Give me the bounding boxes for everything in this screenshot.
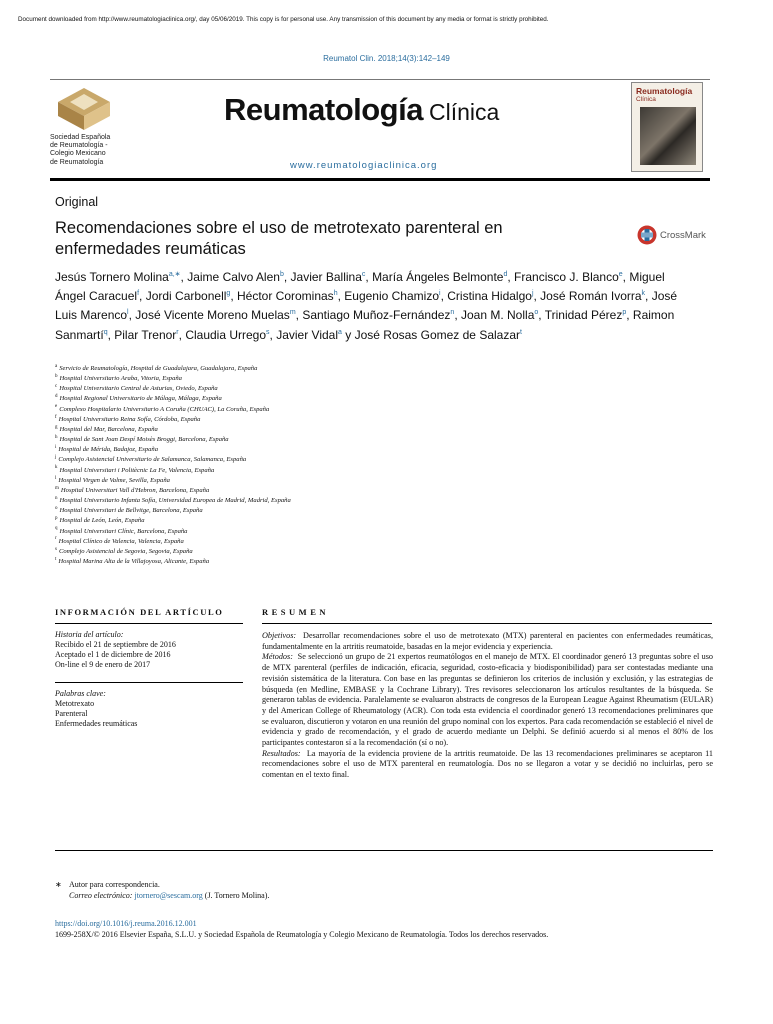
author[interactable]: [135, 308, 295, 322]
metodos-text: Se seleccionó un grupo de 21 expertos reumatólogos en el manejo de MTX. El coordinador generó 13 preguntas sobre el uso de MTX parenteral (perfiles de indicación, eficacia, seguridad, costo-eficacia y biodisponibilidad) para ser contestadas mediante una revisión sistemática de la literatura. Con base en las preguntas se definieron los criterios de inclusión y exclusión, y las estrategias de búsqueda (en Medline, EMBASE y la Cochrane Library). Tres revisores seleccionaron los artículos resultantes de la búsqueda. Se generaron tablas de evidencia. Paralelamente se evaluaron abstracts de congresos de la European League Against Rheumatism (EULAR) y del American College of Rheumatology (ACR). Con toda esta evidencia el coordinador generó 13 recomendaciones preliminares que se evaluaron, discutieron y votaron en una reunión del grupo nominal con los expertos. Para cada recomendación se estableció el nivel de evidencia y grado de recomendación, y el grado de acuerdo mediante un Delphi. Se definió acuerdo si al menos el 80% de los participantes contestaron sí a la recomendación (sí o no).: [262, 652, 713, 748]
affiliation-key: q: [55, 526, 58, 532]
info-divider: [55, 682, 243, 683]
author[interactable]: [355, 328, 522, 342]
journal-cover-image: [631, 82, 703, 172]
author-affiliation-mark[interactable]: q: [103, 328, 108, 336]
author-affiliation-mark[interactable]: c: [361, 271, 366, 278]
affiliation-item: [55, 486, 655, 496]
author-affiliation-mark[interactable]: s: [266, 328, 270, 336]
author[interactable]: [185, 328, 269, 342]
affiliation-key: f: [55, 414, 57, 420]
affiliation-text: Complejo Asistencial de Segovia, Segovia, España: [58, 547, 193, 555]
journal-citation[interactable]: Reumatol Clin. 2018;14(3):142–149: [323, 54, 450, 63]
author[interactable]: [545, 308, 627, 322]
affiliation-text: Hospital Universitario Araba, Vitoria, España: [59, 375, 182, 383]
author[interactable]: [514, 270, 623, 284]
society-logo-icon: [58, 88, 110, 130]
download-notice: Document downloaded from http://www.reumatologiaclinica.org/, day 05/06/2019. This copy is for personal use. Any transmission of this document by any media or format is strictly prohibited.: [18, 16, 549, 23]
accepted-date: Aceptado el 1 de diciembre de 2016: [55, 650, 171, 660]
journal-title: [224, 92, 499, 128]
author[interactable]: [302, 308, 454, 322]
author-affiliation-mark[interactable]: p: [622, 309, 627, 317]
society-line: Sociedad Española: [50, 134, 111, 141]
author-name: Claudia Urrego: [185, 327, 267, 342]
affiliation-item: [55, 445, 655, 455]
author[interactable]: [187, 270, 284, 284]
received-date: Recibido el 21 de septiembre de 2016: [55, 640, 176, 650]
affiliation-item: [55, 425, 655, 435]
affiliation-item: [55, 527, 655, 537]
affiliation-list: [55, 364, 655, 567]
author-name: Pilar Trenor: [114, 327, 177, 342]
affiliation-item: [55, 476, 655, 486]
abstract-body: [262, 631, 713, 781]
affiliation-item: [55, 435, 655, 445]
author-affiliation-mark[interactable]: b: [279, 271, 284, 278]
online-date: On-line el 9 de enero de 2017: [55, 660, 151, 670]
author[interactable]: [372, 270, 507, 284]
author-name: José Rosas Gomez de Salazar: [354, 327, 521, 342]
footnote-marker: ∗: [55, 880, 62, 889]
cover-artwork: [640, 107, 696, 165]
author[interactable]: [237, 289, 338, 303]
author-affiliation-mark[interactable]: a: [338, 328, 342, 336]
affiliation-text: Hospital Universitario Reina Sofía, Córdoba, España: [58, 415, 201, 423]
affiliation-key: g: [55, 424, 58, 430]
affiliation-text: Hospital Virgen de Valme, Sevilla, España: [58, 476, 170, 484]
affiliation-item: [55, 415, 655, 425]
abstract-resultados: [262, 749, 713, 781]
crossmark-label: CrossMark: [660, 229, 706, 241]
email-label: Correo electrónico:: [69, 890, 133, 900]
info-heading-rule: [55, 623, 243, 624]
author-affiliation-mark[interactable]: t: [520, 328, 522, 336]
affiliation-item: [55, 374, 655, 384]
affiliation-key: k: [55, 465, 58, 471]
author-name: José Vicente Moreno Muelas: [135, 308, 290, 323]
cover-subtitle: Clínica: [636, 96, 656, 103]
affiliation-text: Complejo Asistencial Universitario de Salamanca, Salamanca, España: [58, 456, 247, 464]
affiliation-key: r: [55, 536, 57, 542]
journal-url-link[interactable]: www.reumatologiaclinica.org: [290, 160, 438, 171]
affiliation-item: [55, 364, 655, 374]
author-name: Jesús Tornero Molina: [55, 270, 169, 284]
affiliation-key: e: [55, 404, 58, 410]
header-top-rule: [50, 79, 710, 80]
affiliation-item: [55, 455, 655, 465]
affiliation-text: Hospital Universitari i Politècnic La Fe, Valencia, España: [59, 466, 215, 474]
affiliation-text: Servicio de Reumatología, Hospital de Guadalajara, Guadalajara, España: [59, 365, 258, 372]
cover-title: Reumatología: [636, 86, 693, 96]
author-name: Jaime Calvo Alen: [187, 270, 280, 284]
affiliation-text: Hospital Universitari Clínic, Barcelona, España: [59, 527, 188, 535]
affiliation-item: [55, 516, 655, 526]
affiliation-text: Hospital de Sant Joan Despí Moisès Broggi, Barcelona, España: [59, 436, 229, 444]
doi-link[interactable]: https://doi.org/10.1016/j.reuma.2016.12.001: [55, 919, 197, 928]
author[interactable]: [114, 328, 178, 342]
affiliation-key: b: [55, 373, 58, 379]
resultados-label: Resultados:: [262, 748, 301, 758]
affiliation-key: o: [55, 506, 58, 511]
copyright-notice: 1699-258X/© 2016 Elsevier España, S.L.U. y Sociedad Española de Reumatología y Colegio Mexicano de Reumatología. Todos los derechos reservados.: [55, 930, 549, 939]
crossmark-icon: [637, 225, 657, 245]
author[interactable]: [55, 270, 181, 284]
affiliation-text: Hospital de Mérida, Badajoz, España: [58, 446, 159, 454]
author-affiliation-mark[interactable]: i: [439, 290, 441, 298]
affiliation-text: Hospital del Mar, Barcelona, España: [59, 425, 158, 433]
affiliation-key: l: [55, 475, 57, 481]
author-affiliation-mark[interactable]: k: [641, 290, 646, 298]
author-affiliation-mark[interactable]: l: [127, 309, 129, 317]
affiliation-key: a: [55, 363, 58, 369]
author-name: María Ángeles Belmonte: [372, 270, 504, 284]
affiliation-item: [55, 405, 655, 415]
author[interactable]: [291, 270, 366, 284]
author-affiliation-mark[interactable]: e: [618, 271, 623, 278]
author-affiliation-mark[interactable]: m: [289, 309, 296, 317]
affiliation-item: [55, 547, 655, 557]
author-affiliation-mark[interactable]: f: [137, 290, 140, 298]
abstract-heading-rule: [262, 623, 712, 624]
affiliation-item: [55, 557, 655, 567]
author-affiliation-mark[interactable]: j: [531, 290, 534, 298]
author-list: Jesús Tornero Molina$^{a,∗}$, Jaime Calvo Alen$^b$, Javier Ballina$^c$, María Ángeles Belmonte$^d$, Francisco J. Blanco$^e$, Miguel Ángel Caracuel$^f$, Jordi Carbonell$^g$, Héctor Corominas$^h$, Eugenio Chamizo$^i$, Cristina Hidalgo$^j$, José Román Ivorra$^k$, José Luis Marenco$^l$, José Vicente Moreno Muelas$^m$, Santiago Muñoz-Fernández$^n$, Joan M. Nolla$^o$, Trinidad Pérez$^p$, Raimon Sanmartí$^q$, Pilar Trenor$^r$, Claudia Urrego$^s$, Javier Vidal$^a$ y José Rosas Gomez de Salazar$^t$: [55, 270, 678, 342]
society-line: de Reumatología -: [50, 142, 108, 150]
author-name: Eugenio Chamizo: [344, 289, 439, 304]
metodos-label: Métodos:: [262, 652, 293, 662]
objetivos-label: Objetivos:: [262, 631, 297, 640]
author[interactable]: [276, 328, 342, 342]
author-name: Trinidad Pérez: [544, 308, 623, 323]
author-name: Cristina Hidalgo: [447, 289, 532, 304]
objetivos-text: Desarrollar recomendaciones sobre el uso de metrotexato (MTX) parenteral en pacientes con enfermedades reumáticas, fundamentalmente en la artritis reumatoide, basadas en la mejor evidencia y experiencia.: [262, 631, 713, 651]
affiliation-key: p: [55, 516, 58, 522]
author-affiliation-mark[interactable]: o: [534, 309, 539, 317]
abstract-objetivos: [262, 631, 713, 652]
author-affiliation-mark[interactable]: g: [226, 290, 231, 298]
abstract-bottom-rule: [55, 850, 713, 851]
affiliation-text: Complexo Hospitalario Universitario A Coruña (CHUAC), La Coruña, España: [59, 405, 270, 413]
affiliation-key: j: [55, 455, 57, 461]
affiliation-text: Hospital Universitario Infanta Sofía, Universidad Europea de Madrid, Madrid, España: [59, 497, 291, 505]
keyword: Metotrexato: [55, 699, 95, 709]
society-name: [50, 134, 150, 167]
author-name: Joan M. Nolla: [461, 308, 535, 323]
affiliation-text: Hospital Universitari Vall d'Hebron, Barcelona, España: [60, 486, 210, 494]
author-name: Javier Ballina: [290, 270, 362, 284]
author-affiliation-mark[interactable]: h: [333, 290, 338, 298]
affiliation-text: Hospital Universitario Central de Asturias, Oviedo, España: [59, 385, 218, 393]
author-affiliation-mark[interactable]: d: [503, 271, 508, 278]
author-affiliation-mark[interactable]: a,∗: [168, 271, 181, 278]
affiliation-text: Hospital Clínico de Valencia, Valencia, España: [58, 537, 184, 545]
keyword: Enfermedades reumáticas: [55, 719, 138, 729]
abstract-heading: RESUMEN: [262, 607, 330, 617]
resultados-text: La mayoría de la evidencia proviene de la artritis reumatoide. De las 13 recomendaciones preliminares se aceptaron 11 recomendaciones sobre el uso de MTX parenteral en reumatología. Dos no se llegaron a votar y se decidió no incluirlas, pero se comentan en el texto final.: [262, 748, 714, 780]
crossmark-button[interactable]: [637, 224, 717, 246]
affiliation-item: [55, 466, 655, 476]
affiliation-item: [55, 384, 655, 394]
author[interactable]: [344, 289, 440, 303]
affiliation-key: c: [55, 384, 58, 390]
author-name: Héctor Corominas: [236, 289, 334, 304]
email-link[interactable]: jtornero@sescam.org: [134, 890, 203, 900]
article-info-heading: INFORMACIÓN DEL ARTÍCULO: [55, 607, 224, 617]
affiliation-key: i: [55, 445, 57, 451]
journal-title-main: Reumatología: [224, 92, 423, 127]
keywords: [55, 689, 243, 729]
affiliation-text: Hospital Regional Universitario de Málaga, Málaga, España: [59, 395, 222, 403]
affiliation-key: t: [55, 556, 57, 562]
author-affiliation-mark[interactable]: n: [450, 309, 455, 317]
article-title: Recomendaciones sobre el uso de metrotexato parenteral en enfermedades reumáticas: [55, 219, 503, 258]
author-name: José Luis Marenco: [55, 289, 678, 323]
corresponding-label: Autor para correspondencia.: [69, 880, 160, 889]
author[interactable]: [447, 289, 533, 303]
affiliation-text: Hospital Universitari de Bellvitge, Barcelona, España: [59, 507, 203, 515]
author-name: José Román Ivorra: [540, 289, 642, 304]
history-label: Historia del artículo:: [55, 630, 124, 639]
article-section-label: Original: [55, 195, 99, 209]
affiliation-text: Hospital Marina Alta de la Villajoyosa, Alicante, España: [58, 557, 210, 565]
affiliation-key: n: [55, 495, 58, 501]
keyword: Parenteral: [55, 709, 88, 719]
abstract-metodos: [262, 652, 713, 748]
corresponding-author-footnote: [55, 880, 455, 901]
email-suffix: (J. Tornero Molina).: [202, 890, 270, 900]
affiliation-key: s: [55, 546, 57, 552]
author-affiliation-mark[interactable]: r: [176, 328, 179, 336]
affiliation-item: [55, 496, 655, 506]
affiliation-key: d: [55, 394, 58, 400]
author[interactable]: [461, 308, 538, 322]
journal-title-sub: Clínica: [428, 99, 500, 125]
society-line: Colegio Mexicano: [50, 150, 106, 158]
affiliation-text: Hospital de León, León, España: [59, 517, 145, 525]
author-name: Jordi Carbonell: [145, 289, 227, 304]
author[interactable]: [540, 289, 645, 303]
article-history: [55, 630, 243, 670]
affiliation-key: m: [55, 485, 59, 491]
author-name: Javier Vidal: [276, 327, 339, 342]
keywords-label: Palabras clave:: [55, 689, 106, 698]
author-name: Miguel Ángel Caracuel: [55, 270, 665, 304]
author-name: Raimon Sanmartí: [55, 308, 675, 342]
author-name: Santiago Muñoz-Fernández: [302, 308, 451, 323]
affiliation-item: [55, 394, 655, 404]
affiliation-item: [55, 537, 655, 547]
author-name: Francisco J. Blanco: [514, 270, 619, 284]
author[interactable]: [146, 289, 231, 303]
affiliation-item: [55, 506, 655, 516]
society-line: de Reumatología: [50, 158, 104, 166]
affiliation-key: h: [55, 434, 58, 440]
header-bottom-rule: [50, 178, 710, 181]
